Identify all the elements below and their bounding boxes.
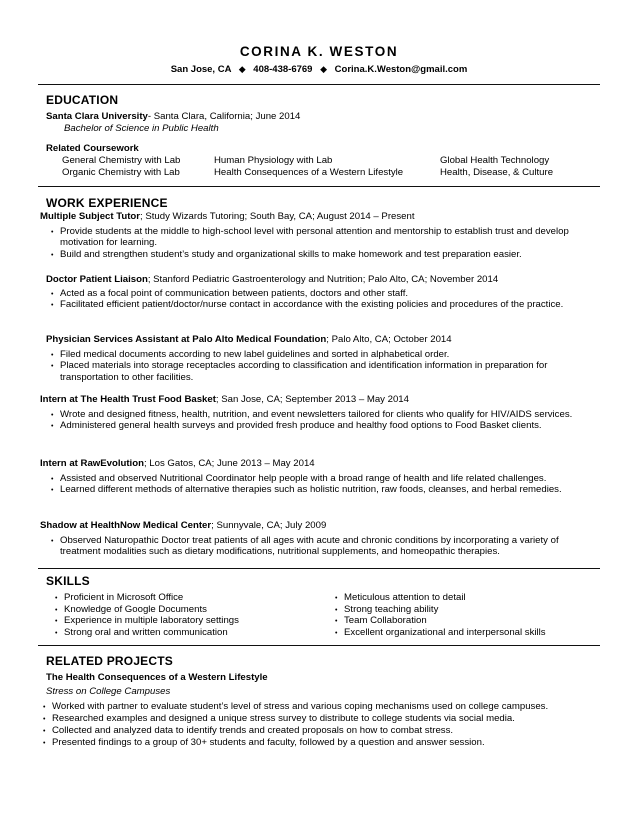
coursework-list bbox=[46, 155, 606, 178]
skill-item: • Knowledge of Google Documents bbox=[52, 604, 332, 616]
section-divider bbox=[38, 645, 600, 646]
job-bullet: • Facilitated efficient patient/doctor/nurse contact in accordance with the existing policies and procedures of the practice. bbox=[48, 299, 600, 311]
job-bullet: • Assisted and observed Nutritional Coordinator help people with a broad range of health and life related challenges. bbox=[48, 473, 600, 485]
course-item: Organic Chemistry with Lab bbox=[62, 166, 180, 178]
job-entry bbox=[40, 458, 600, 496]
diamond-separator-icon: ◆ bbox=[320, 64, 328, 74]
job-details: ; Sunnyvale, CA; July 2009 bbox=[211, 520, 327, 531]
course-item: Global Health Technology bbox=[440, 155, 550, 167]
job-details: ; San Jose, CA; September 2013 – May 2014 bbox=[215, 394, 409, 405]
projects-heading: RELATED PROJECTS bbox=[46, 654, 173, 668]
job-role: Multiple Subject Tutor bbox=[40, 211, 141, 222]
job-bullet: • Administered general health surveys and provided fresh produce and healthy food options to Food Basket clients. bbox=[48, 420, 600, 432]
contact-line bbox=[0, 64, 638, 76]
skill-item: • Experience in multiple laboratory settings bbox=[52, 615, 332, 627]
skill-item: • Excellent organizational and interpersonal skills bbox=[332, 627, 592, 639]
course-item: Human Physiology with Lab bbox=[214, 155, 333, 167]
job-details: ; Stanford Pediatric Gastroenterology and Nutrition; Palo Alto, CA; November 2014 bbox=[147, 274, 499, 285]
project-name: The Health Consequences of a Western Lifestyle bbox=[46, 672, 268, 683]
job-bullet: • Provide students at the middle to high-school level with personal attention and mentorship to establish trust and develop motivation for learning. bbox=[48, 226, 600, 249]
course-item: Health Consequences of a Western Lifestyle bbox=[214, 166, 404, 178]
job-entry bbox=[40, 520, 600, 558]
skills-heading: SKILLS bbox=[46, 574, 90, 588]
school-detail: - Santa Clara, California; June 2014 bbox=[147, 111, 301, 122]
contact-email[interactable]: Corina.K.Weston@gmail.com bbox=[334, 64, 468, 75]
project-bullet: • Researched examples and designed a unique stress survey to distribute to college students via social media. bbox=[40, 713, 606, 725]
section-divider bbox=[38, 186, 600, 187]
education-entry bbox=[46, 111, 606, 179]
school-name: Santa Clara University bbox=[46, 111, 148, 122]
project-subtitle: Stress on College Campuses bbox=[46, 685, 171, 697]
project-bullet: • Worked with partner to evaluate student’s level of stress and various coping mechanisms used on college campuses. bbox=[40, 701, 606, 713]
candidate-name: CORINA K. WESTON bbox=[239, 44, 399, 59]
job-role: Intern at The Health Trust Food Basket bbox=[40, 394, 216, 405]
job-entry bbox=[46, 334, 600, 384]
job-bullet: • Learned different methods of alternative therapies such as holistic nutrition, raw foods, cleanses, and herbal remedies. bbox=[48, 484, 600, 496]
education-heading: EDUCATION bbox=[46, 93, 119, 107]
job-role: Shadow at HealthNow Medical Center bbox=[40, 520, 212, 531]
job-details: ; Los Gatos, CA; June 2013 – May 2014 bbox=[143, 458, 315, 469]
job-bullet: • Build and strengthen student’s study and organizational skills to make homework and test preparation easier. bbox=[48, 249, 600, 261]
job-bullet: • Wrote and designed fitness, health, nutrition, and event newsletters tailored for clients who qualify for HIV/AIDS services. bbox=[48, 409, 600, 421]
job-bullet: • Filed medical documents according to new label guidelines and sorted in alphabetical order. bbox=[48, 349, 600, 361]
skill-item: • Strong teaching ability bbox=[332, 604, 592, 616]
skill-item: • Meticulous attention to detail bbox=[332, 592, 592, 604]
work-heading: WORK EXPERIENCE bbox=[46, 196, 168, 210]
course-item: Health, Disease, & Culture bbox=[440, 166, 554, 178]
contact-city: San Jose, CA bbox=[170, 64, 232, 75]
job-bullet: • Observed Naturopathic Doctor treat patients of all ages with acute and chronic conditions by incorporating a variety of treatment modalities such as dietary modifications, nutritional supplements, and homeopathic therapies. bbox=[48, 535, 600, 558]
skill-item: • Team Collaboration bbox=[332, 615, 592, 627]
job-entry bbox=[40, 211, 600, 261]
project-entry bbox=[46, 672, 606, 748]
job-role: Physician Services Assistant at Palo Alto Medical Foundation bbox=[46, 334, 327, 345]
job-bullet: • Acted as a focal point of communication between patients, doctors and other staff. bbox=[48, 288, 600, 300]
job-entry bbox=[46, 274, 600, 311]
diamond-separator-icon: ◆ bbox=[238, 64, 246, 74]
skill-item: • Strong oral and written communication bbox=[52, 627, 332, 639]
section-divider bbox=[38, 84, 600, 85]
skill-item: • Proficient in Microsoft Office bbox=[52, 592, 332, 604]
skills-list bbox=[52, 592, 592, 639]
section-divider bbox=[38, 568, 600, 569]
project-bullet: • Collected and analyzed data to identify trends and created proposals on how to combat stress. bbox=[40, 725, 606, 737]
project-bullet: • Presented findings to a group of 30+ students and faculty, followed by a question and answer session. bbox=[40, 737, 606, 749]
job-details: ; Study Wizards Tutoring; South Bay, CA; August 2014 – Present bbox=[140, 211, 415, 222]
job-role: Intern at RawEvolution bbox=[40, 458, 144, 469]
job-details: ; Palo Alto, CA; October 2014 bbox=[326, 334, 452, 345]
course-item: General Chemistry with Lab bbox=[62, 155, 181, 167]
degree: Bachelor of Science in Public Health bbox=[64, 122, 219, 134]
job-entry bbox=[40, 394, 600, 432]
coursework-heading: Related Coursework bbox=[46, 143, 139, 155]
contact-phone: 408-438-6769 bbox=[253, 64, 313, 75]
job-role: Doctor Patient Liaison bbox=[46, 274, 148, 285]
job-bullet: • Placed materials into storage receptacles according to classification and identification information in preparation for transportation to other facilities. bbox=[48, 360, 600, 383]
